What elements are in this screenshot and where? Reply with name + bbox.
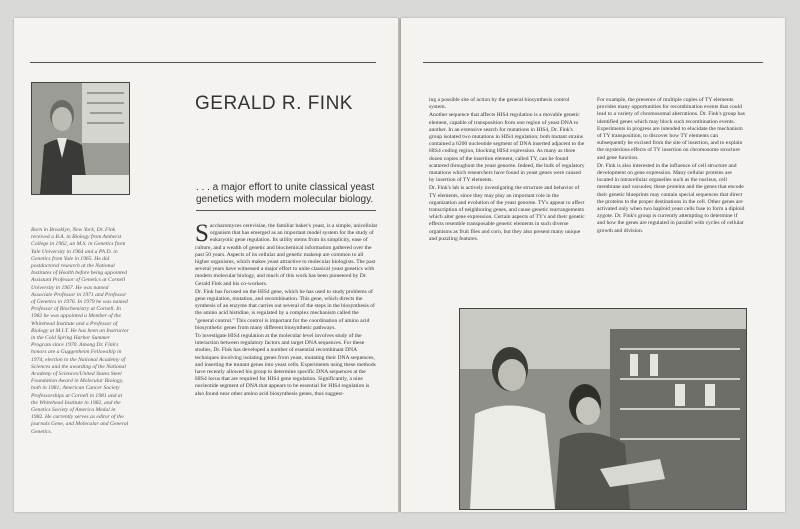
col1-paragraph-1 — [195, 220, 378, 288]
lab-photo — [459, 308, 747, 510]
col1-paragraph-3: To investigate HIS4 regulation at the molecular level involves study of the interaction between regulatory factors and target DNA sequences. For these studies, Dr. Fink has developed a number of essential recombinant DNA techniques involving isolating genes from yeast, mutating their DNA sequences, and inserting the mutant genes into yeast cells. Experiments using these methods have recently allowed his group to determine specific DNA sequences at the HIS4 locus that are required for HIS4 gene regulation. Significantly, a nine nucleotide segment of DNA that appears to be essential for HIS4 regulation is also found near other amino acid biosynthesis genes, thus suggest- — [195, 333, 376, 397]
tagline-line-1: . . . a major effort to unite classical yeast — [196, 182, 375, 193]
article-column-1 — [195, 220, 378, 399]
article-tagline — [196, 182, 381, 206]
drop-cap: S — [195, 220, 209, 247]
top-rule — [30, 62, 376, 63]
col2-paragraph-3: Dr. Fink's lab is actively investigating the structure and behavior of TY elements, since they may play an important role in the organization and evolution of the yeast genome. TY's appear to affect transcription of neighboring genes, and cause genetic rearrangements which alter gene expression. Certain aspects of TY's and their genetic effects resemble transposable genetic elements in such diverse organisms as fruit flies and corn, but they also present many unique and puzzling features. — [429, 185, 585, 242]
portrait-photo — [31, 82, 130, 195]
col2-paragraph-2: Another sequence that affects HIS4 regulation is a movable genetic element, capable of transposition from one region of yeast DNA to another. In an extensive search for mutations in HIS4, Dr. Fink's group isolated two mutations in HIS4 regulation; both mutant strains contained a 6200 nucleotide segment of DNA inserted adjacent to the HIS4 coding region, blocking HIS4 expression. As many as three dozen copies of the insertion element, called TY, can be found scattered throughout the yeast genome. Indeed, the bulk of regulatory mutations which researchers have found in yeast genes were caused by insertion of TY elements. — [429, 112, 585, 184]
col2-paragraph-1: ing a possible site of action by the general biosynthesis control system. — [429, 97, 570, 111]
portrait-illustration — [32, 83, 129, 194]
article-column-2 — [429, 97, 586, 244]
tagline-line-2: genetics with modern molecular biology. — [196, 194, 374, 205]
col1-paragraph-2: Dr. Fink has focused on the HIS4 gene, which he has used to study problems of gene regulation, mutation, and recombination. This gene, which directs the synthesis of an enzyme that carries out several of the steps in the biosynthesis of the amino acid histidine, is regulated by a complex mechanism called the "general control." This control is important for the coordination of amino acid biosynthetic genes from many different biosynthetic pathways. — [195, 288, 375, 331]
col3-paragraph-2: Dr. Fink is also interested in the influence of cell structure and development on gene expression. Many cellular proteins are located in intracellular organelles such as the nucleus, cell membrane and vacuoles; these proteins and the genes that encode their genetic blueprints may contain special sequences that direct the proteins to the proper destinations in the cell. Other genes are activated only when two haploid yeast cells fuse to form a diploid zygote. Dr. Fink's group is currently attempting to determine if and how the genes are regulated in parallel with cycles of cellular growth and division. — [597, 162, 745, 234]
lab-illustration — [460, 309, 746, 509]
tagline-rule — [196, 210, 376, 211]
article-title: GERALD R. FINK — [195, 93, 353, 114]
right-top-rule — [423, 62, 763, 63]
col1-paragraph-1-text: accharomyces cerevisiae, the familiar baker's yeast, is a simple, unicellular organism that has emerged as an important model system for the study of eukaryotic gene regulation. Its utility stems from its simplicity, ease of culture, and a wealth of genetic and biochemical information gathered over the past 50 years. Aspects of its cellular and genetic makeup are common to all higher organisms, which makes yeast attractive to molecular biologists. The past several years have witnessed a major effort to unite classical yeast genetics with modern molecular biology, and much of this work has been pioneered by Dr. Gerald Fink and his co-workers. — [195, 223, 378, 287]
article-column-3 — [597, 97, 745, 236]
col3-paragraph-1: For example, the presence of multiple copies of TY elements provides many opportunities for recombination events that could lead to a variety of chromosomal aberrations. Dr. Fink's group has identified genes which may block such recombination events. Experiments in progress are intended to elucidate the mechanism of TY transposition, to discover how TY elements can subsequently be excised from the site of insertion, and to explain the mysterious effects of TY insertion on chromosome structure and gene function. — [597, 97, 745, 161]
biography-text: Born in Brooklyn, New York, Dr. Fink received a B.A. in Biology from Amherst College in 1962, an M.S. in Genetics from Yale University in 1964 and a Ph.D. in Genetics from Yale in 1965. He did postdoctoral research at the National Institutes of Health before being appointed Assistant Professor of Genetics at Cornell University in 1967. He was named Associate Professor in 1971 and Professor of Genetics in 1976. In 1979 he was named Professor of Biochemistry at Cornell. In 1982 he was appointed a Member of the Whitehead Institute and a Professor of Biology at M.I.T. He has been an Instructor in the Cold Spring Harbor Summer Program since 1970. Among Dr. Fink's honors are a Guggenheim Fellowship in 1974, election to the National Academy of Sciences and the awarding of the National Academy of Sciences/United States Steel Foundation Award in Molecular Biology, both in 1981; American Cancer Society Professorships at Cornell in 1981 and at the Whitehead Institute in 1982, and the Genetics Society of America Medal in 1982. He currently serves as editor of the journals Gene, and Molecular and General Genetics. — [31, 227, 129, 435]
